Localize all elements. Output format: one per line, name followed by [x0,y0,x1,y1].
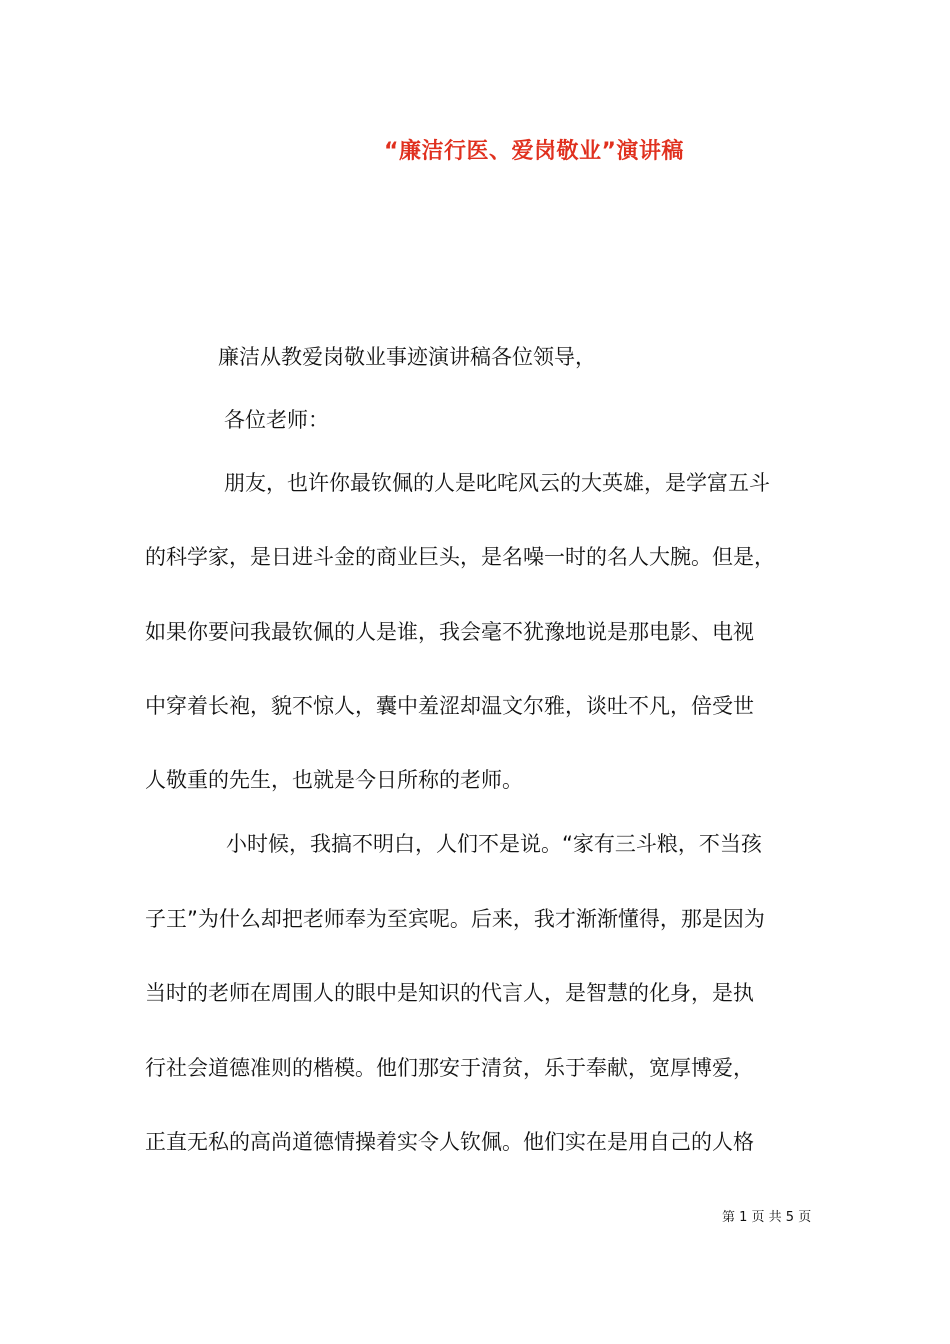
document-title: “廉洁行医、爱岗敬业”演讲稿 [384,139,684,164]
paragraph-line: 子王”为什么却把老师奉为至宾呢。后来，我才渐渐懂得，那是因为 [145,907,765,931]
paragraph-line: 的科学家，是日进斗金的商业巨头，是名噪一时的名人大腕。但是， [145,545,775,569]
paragraph-line: 朋友，也许你最钦佩的人是叱咤风云的大英雄，是学富五斗 [224,471,770,495]
page-number: 第 1 页 共 5 页 [722,1210,812,1225]
paragraph-line: 中穿着长袍，貌不惊人，囊中羞涩却温文尔雅，谈吐不凡，倍受世 [145,694,754,718]
paragraph-line: 正直无私的高尚道德情操着实令人钦佩。他们实在是用自己的人格 [145,1130,754,1154]
paragraph-line: 人敬重的先生，也就是今日所称的老师。 [145,768,523,792]
paragraph-line: 当时的老师在周围人的眼中是知识的代言人，是智慧的化身，是执 [145,981,754,1005]
paragraph-line: 小时候，我搞不明白，人们不是说。“家有三斗粮，不当孩 [226,832,762,856]
paragraph-line: 如果你要问我最钦佩的人是谁，我会毫不犹豫地说是那电影、电视 [145,620,754,644]
paragraph-line: 廉洁从教爱岗敬业事迹演讲稿各位领导， [218,345,596,369]
paragraph-line: 各位老师： [224,408,329,432]
paragraph-line: 行社会道德准则的楷模。他们那安于清贫，乐于奉献，宽厚博爱， [145,1056,754,1080]
